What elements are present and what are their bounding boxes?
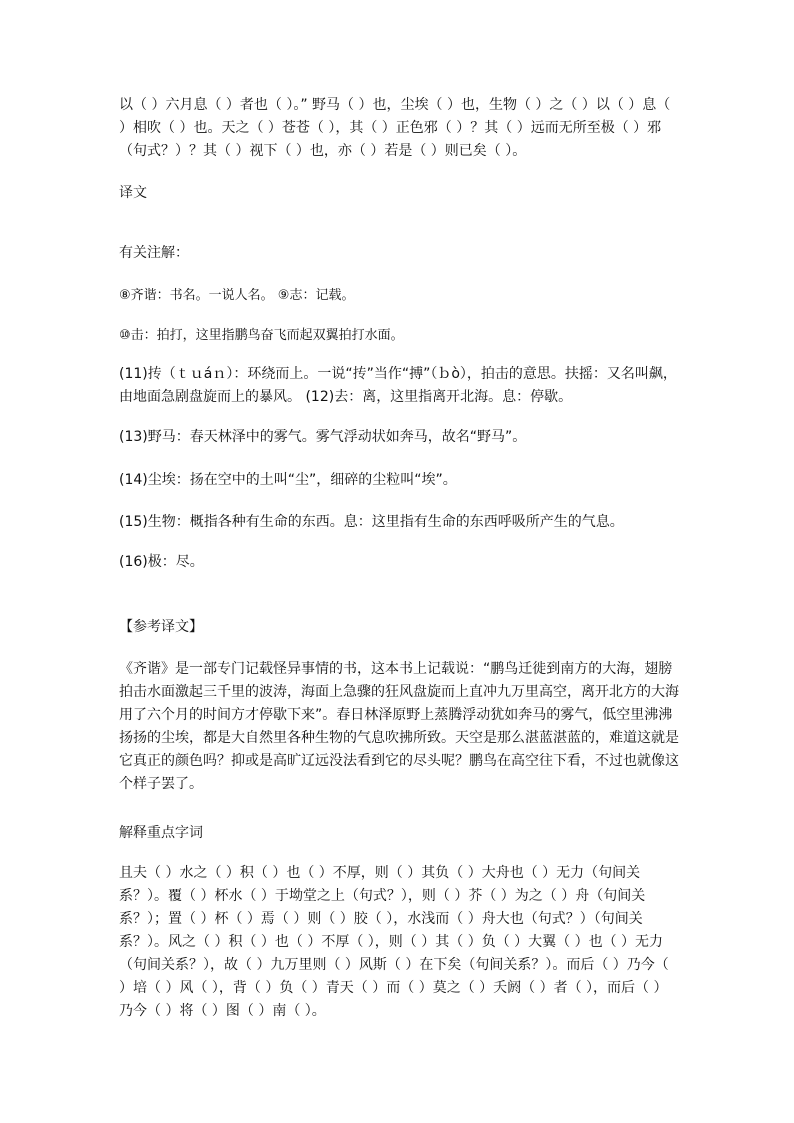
heading-reference-translation: 【参考译文】 (119, 619, 203, 635)
key-words-text: 且夫（ ）水之（ ）积（ ）也（ ）不厚，则（ ）其负（ ）大舟也（ ）无力（句间关系？）。覆（ ）杯水（ ）于坳堂之上（句式？），则（ ）芥（ ）为之（ ）舟（句间关系？）；置（ ）杯（ ）焉（ ）则（ ）胶（ ），水浅而（ ）舟大也（句式？）（句间关系？）。风之（ ）积（ ）也（ ）不厚（ ），则（ ）其（ ）负（ ）大翼（ ）也（ ）无力（句间关系？），故（ ）九万里则（ ）风斯（ ）在下矣（句间关系？）。而后（ ）乃今（ ）培（ ）风（ ），背（ ）负（ ）青天（ ）而（ ）莫之（ ）夭阏（ ）者（ ），而后（ ）乃今（ ）将（ ）图（ ）南（ ）。 (119, 865, 669, 1019)
note-15: (15)生物：概指各种有生命的东西。息：这里指有生命的东西呼吸所产生的气息。 (119, 514, 624, 530)
note-16: (16)极：尽。 (119, 554, 204, 570)
reference-translation-text: 《齐谐》是一部专门记载怪异事情的书，这本书上记载说：“鹏鸟迁徙到南方的大海，翅膀拍击水面激起三千里的波涛，海面上急骤的狂风盘旋而上直冲九万里高空，离开北方的大海用了六个月的时间方才停歇下来”。春日林泽原野上蒸腾浮动犹如奔马的雾气，低空里沸沸扬扬的尘埃，都是大自然里各种生物的气息吹拂所致。天空是那么湛蓝湛蓝的，难道这就是它真正的颜色吗？抑或是高旷辽远没法看到它的尽头呢？鹏鸟在高空往下看，不过也就像这个样子罢了。 (119, 661, 679, 792)
note-8-9: ⑧齐谐：书名。一说人名。 ⑨志：记载。 (119, 288, 355, 303)
heading-key-words: 解释重点字词 (119, 825, 203, 841)
note-14: (14)尘埃：扬在空中的土叫“尘”，细碎的尘粒叫“埃”。 (119, 472, 457, 488)
note-10: ⑩击：拍打，这里指鹏鸟奋飞而起双翼拍打水面。 (119, 328, 404, 343)
text-para-1: 以（ ）六月息（ ）者也（ ）。” 野马（ ）也，尘埃（ ）也，生物（ ）之（ ）以（ ）息（ ）相吹（ ）也。天之（ ）苍苍（ ），其（ ）正色邪（ ）？其（ ）远而无所至极（ ）邪（句式？）？其（ ）视下（ ）也，亦（ ）若是（ ）则已矣（ ）。 (119, 97, 671, 159)
heading-notes: 有关注解： (119, 245, 189, 261)
heading-translation: 译文 (119, 185, 147, 201)
note-11-12: (11)抟（ｔｕáｎ）：环绕而上。一说“抟”当作“搏”（ｂò），拍击的意思。扶摇：又名叫飙，由地面急剧盘旋而上的暴风。 (12)去：离，这里指离开北海。息：停歇。 (119, 366, 677, 405)
note-13: (13)野马：春天林泽中的雾气。雾气浮动状如奔马，故名“野马”。 (119, 429, 527, 445)
